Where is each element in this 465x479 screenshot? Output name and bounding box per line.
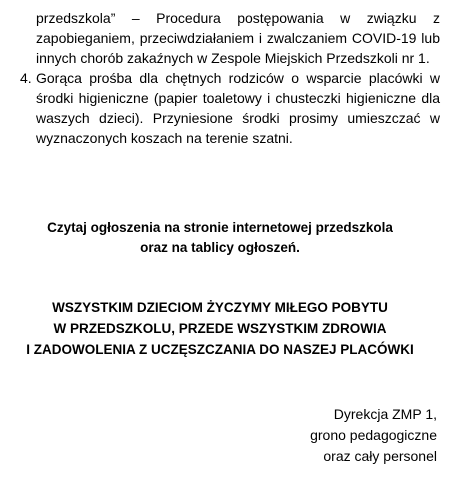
wishes-line: I ZADOWOLENIA Z UCZĘSZCZANIA DO NASZEJ PLACÓWKI [26, 342, 414, 357]
announcement-list [20, 8, 440, 148]
wishes-message [0, 297, 440, 360]
notice-line: Czytaj ogłoszenia na stronie internetowej przedszkola [47, 220, 393, 235]
signature-line: Dyrekcja ZMP 1, [333, 406, 437, 422]
notice-line: oraz na tablicy ogłoszeń. [140, 240, 300, 255]
website-notice [0, 218, 440, 258]
list-item-text: Gorąca prośba dla chętnych rodziców o wsparcie placówki w środki higieniczne (papier toaletowy i chusteczki higieniczne dla waszych dzieci). Przyniesione środki prosimy umieszczać w wyznaczonych koszach na terenie szatni. [36, 70, 440, 146]
signature-block [310, 404, 437, 467]
signature-line: grono pedagogiczne [310, 427, 437, 443]
signature-line: oraz cały personel [323, 448, 437, 464]
list-item-3-continuation [20, 8, 440, 68]
wishes-line: WSZYSTKIM DZIECIOM ŻYCZYMY MIŁEGO POBYTU [52, 300, 388, 315]
wishes-line: W PRZEDSZKOLU, PRZEDE WSZYSTKIM ZDROWIA [53, 321, 387, 336]
list-item-number: 4. [20, 70, 32, 86]
list-item-4 [20, 68, 440, 148]
list-item-text: przedszkola” – Procedura postępowania w związku z zapobieganiem, przeciwdziałaniem i zwalczaniem COVID-19 lub innych chorób zakaźnych w Zespole Miejskich Przedszkoli nr 1. [36, 10, 440, 66]
